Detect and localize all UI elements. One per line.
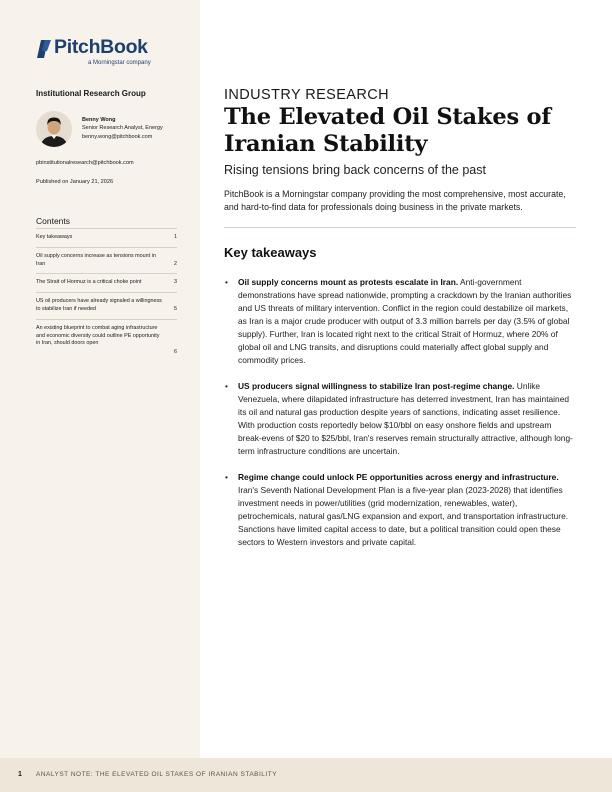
takeaway-lead: Regime change could unlock PE opportunities across energy and infrastructure. [238, 472, 559, 482]
takeaways-list [224, 276, 576, 549]
logo-tagline: a Morningstar company [88, 60, 151, 66]
bullet-icon: • [225, 472, 228, 482]
list-item [224, 380, 576, 458]
takeaway-lead: Oil supply concerns mount as protests escalate in Iran. [238, 277, 459, 287]
toc-item-page: 3 [174, 279, 177, 286]
toc-item-key-takeaways[interactable] [36, 228, 177, 247]
toc-item-us-producers[interactable] [36, 292, 177, 319]
bullet-icon: • [225, 277, 228, 287]
running-title: ANALYST NOTE: THE ELEVATED OIL STAKES OF IRANIAN STABILITY [36, 771, 278, 778]
toc-item-label: An existing blueprint to combat aging infrastructure and economic diversity could outline PE opportunity in Iran, should doors open [36, 324, 160, 347]
divider [224, 227, 576, 228]
pitchbook-mark-icon [36, 39, 52, 59]
toc-item-label: US oil producers have already signaled a willingness to stabilize Iran if needed [36, 298, 162, 312]
page-subtitle: Rising tensions bring back concerns of the past [224, 163, 486, 177]
author-role: Senior Research Analyst, Energy [82, 125, 163, 132]
takeaway-body: Anti-government demonstrations have spread nationwide, prompting a crackdown by the Iranian authorities and US threats of military intervention. Conflict in the region could destabilize oil markets, as Iran is a major crude producer with output of 3.3 million barrels per day (3.5% of global supply). Further, Iran is located right next to the critical Strait of Hormuz, where 20% of global oil and LNG transits, and disruptions could materially affect global supply and commodity prices. [238, 277, 572, 365]
page-footer [0, 758, 612, 792]
page-title: The Elevated Oil Stakes of Iranian Stability [224, 104, 551, 157]
logo-wordmark: PitchBook [54, 36, 148, 58]
toc-item-page: 5 [174, 306, 177, 313]
takeaway-lead: US producers signal willingness to stabilize Iran post-regime change. [238, 381, 515, 391]
author-portrait-icon [36, 111, 72, 147]
author-email[interactable]: benny.wong@pitchbook.com [82, 133, 153, 140]
toc-item-page: 1 [174, 234, 177, 240]
author-block [82, 116, 163, 141]
author-avatar [36, 111, 72, 147]
toc-item-oil-supply[interactable] [36, 247, 177, 274]
toc-item-label: Key takeaways [36, 234, 73, 240]
toc-item-label: The Strait of Hormuz is a critical choke point [36, 279, 142, 286]
list-item [224, 276, 576, 367]
list-item [224, 471, 576, 549]
sidebar [0, 0, 200, 758]
contents-heading: Contents [36, 216, 71, 226]
intro-paragraph: PitchBook is a Morningstar company providing the most comprehensive, most accurate, and hard-to-find data for professionals doing business in the private markets. [224, 189, 566, 212]
toc-item-label: Oil supply concerns increase as tensions mount in Iran [36, 252, 156, 267]
key-takeaways-heading: Key takeaways [224, 245, 317, 260]
toc-item-blueprint[interactable] [36, 319, 177, 353]
section-kicker: INDUSTRY RESEARCH [224, 87, 389, 103]
published-date: Published on January 21, 2026 [36, 179, 114, 185]
contact-email[interactable]: pbinstitutionalresearch@pitchbook.com [36, 160, 134, 166]
page-number: 1 [18, 771, 22, 778]
main-content [224, 86, 576, 562]
author-name: Benny Wong [82, 117, 116, 123]
research-group-label: Institutional Research Group [36, 89, 146, 98]
takeaway-body: Iran's Seventh National Development Plan is a five-year plan (2023-2028) that identifies investment needs in power/utilities (grid modernization, renewables, water), petrochemicals, natural gas/LNG expansion and export, and transportation infrastructure. Sanctions have limited capital access to date, but a political transition could open these sectors to Western investors and private capital. [238, 485, 569, 547]
table-of-contents [36, 228, 177, 353]
takeaway-body: Unlike Venezuela, where dilapidated infrastructure has deterred investment, Iran has maintained its oil and natural gas production despite years of sanctions, indicating asset resilience. With production costs reportedly below $10/bbl on easy onshore fields and upstream break-evens of $20 to $25/bbl, Iran's reserves remain structurally attractive, although long-term infrastructure conditions are uncertain. [238, 381, 573, 456]
toc-item-strait-of-hormuz[interactable] [36, 273, 177, 292]
toc-item-page: 6 [174, 348, 177, 355]
bullet-icon: • [225, 381, 228, 391]
pitchbook-logo [36, 36, 166, 72]
toc-item-page: 2 [174, 260, 177, 267]
